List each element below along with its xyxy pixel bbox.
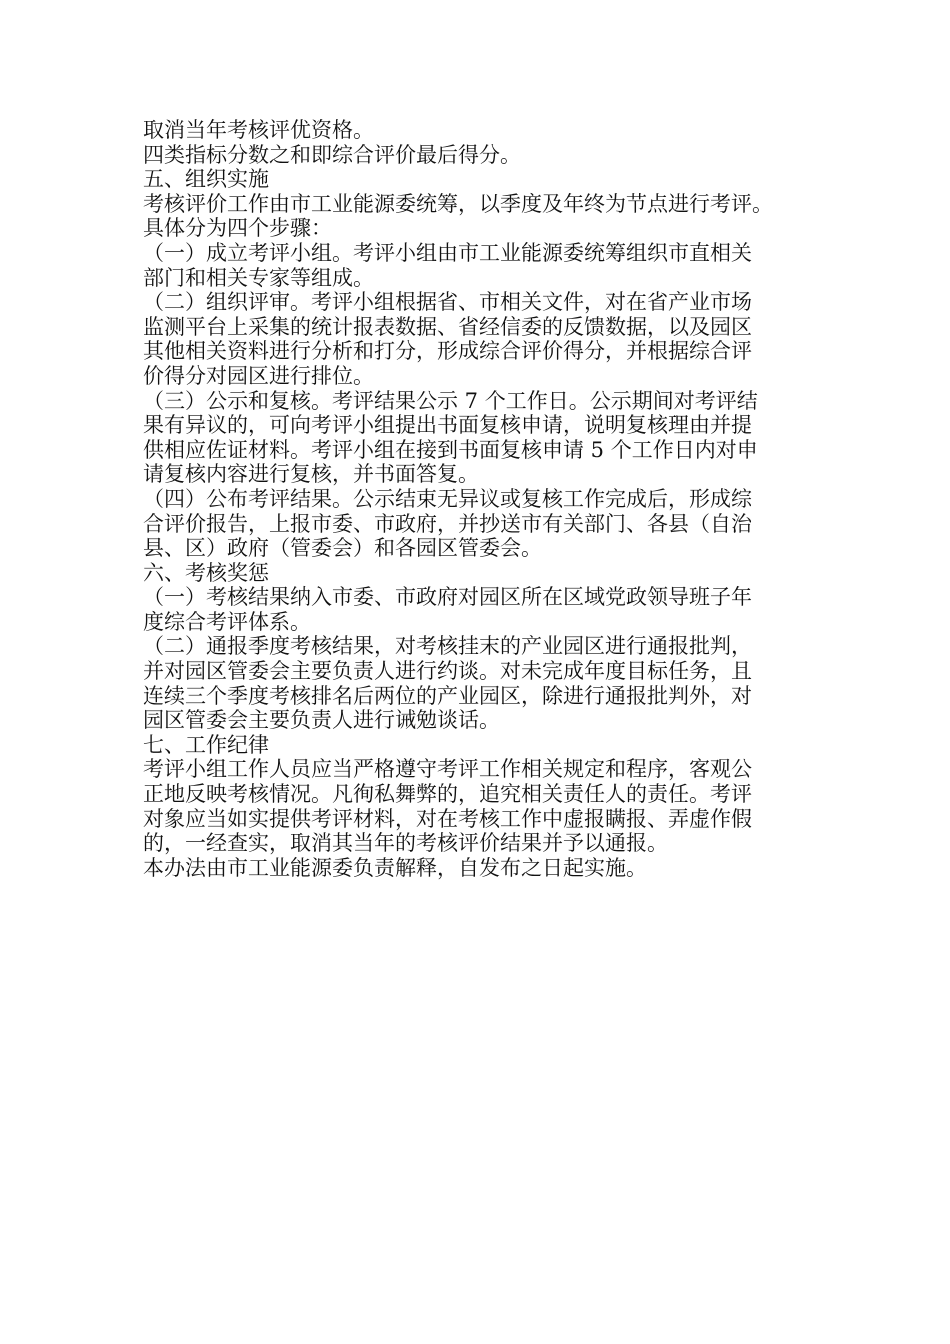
text-line: （二）组织评审。考评小组根据省、市相关文件，对在省产业市场 — [143, 290, 752, 315]
text-line: 本办法由市工业能源委负责解释，自发布之日起实施。 — [143, 855, 647, 880]
text-line: 的，一经查实，取消其当年的考核评价结果并予以通报。 — [143, 831, 668, 856]
text-line: 价得分对园区进行排位。 — [143, 363, 374, 388]
text-line: （四）公布考评结果。公示结束无异议或复核工作完成后，形成综 — [143, 486, 752, 511]
text-line: 度综合考评体系。 — [143, 609, 311, 634]
text-line: 园区管委会主要负责人进行诫勉谈话。 — [143, 708, 500, 733]
section-heading: 五、组织实施 — [143, 167, 269, 192]
text-line: 供相应佐证材料。考评小组在接到书面复核申请 5 个工作日内对申 — [143, 437, 758, 462]
text-line: 具体分为四个步骤： — [143, 216, 332, 241]
text-line: 合评价报告，上报市委、市政府，并抄送市有关部门、各县（自治 — [143, 511, 752, 536]
text-line: 取消当年考核评优资格。 — [143, 118, 374, 142]
text-line: 四类指标分数之和即综合评价最后得分。 — [143, 142, 521, 167]
text-line: （一）成立考评小组。考评小组由市工业能源委统筹组织市直相关 — [143, 240, 752, 265]
text-line: 正地反映考核情况。凡徇私舞弊的，追究相关责任人的责任。考评 — [143, 782, 752, 807]
text-line: 对象应当如实提供考评材料，对在考核工作中虚报瞒报、弄虚作假 — [143, 806, 752, 831]
text-line: 县、区）政府（管委会）和各园区管委会。 — [143, 536, 542, 561]
text-line: 连续三个季度考核排名后两位的产业园区，除进行通报批判外，对 — [143, 683, 752, 708]
section-heading: 六、考核奖惩 — [143, 560, 269, 585]
text-line: 并对园区管委会主要负责人进行约谈。对未完成年度目标任务，且 — [143, 659, 752, 684]
text-line: （一）考核结果纳入市委、市政府对园区所在区域党政领导班子年 — [143, 585, 752, 610]
text-line: 监测平台上采集的统计报表数据、省经信委的反馈数据，以及园区 — [143, 314, 752, 339]
text-line: （二）通报季度考核结果，对考核挂末的产业园区进行通报批判， — [143, 634, 752, 659]
text-line: 请复核内容进行复核，并书面答复。 — [143, 462, 479, 487]
section-heading: 七、工作纪律 — [143, 732, 269, 757]
text-line: （三）公示和复核。考评结果公示 7 个工作日。公示期间对考评结 — [143, 388, 758, 413]
text-line: 其他相关资料进行分析和打分，形成综合评价得分，并根据综合评 — [143, 339, 752, 364]
text-line: 果有异议的，可向考评小组提出书面复核申请，说明复核理由并提 — [143, 413, 752, 438]
text-line: 考核评价工作由市工业能源委统筹，以季度及年终为节点进行考评。 — [143, 191, 773, 216]
text-line: 考评小组工作人员应当严格遵守考评工作相关规定和程序，客观公 — [143, 757, 752, 782]
text-line: 部门和相关专家等组成。 — [143, 265, 374, 290]
document-body — [143, 118, 807, 880]
